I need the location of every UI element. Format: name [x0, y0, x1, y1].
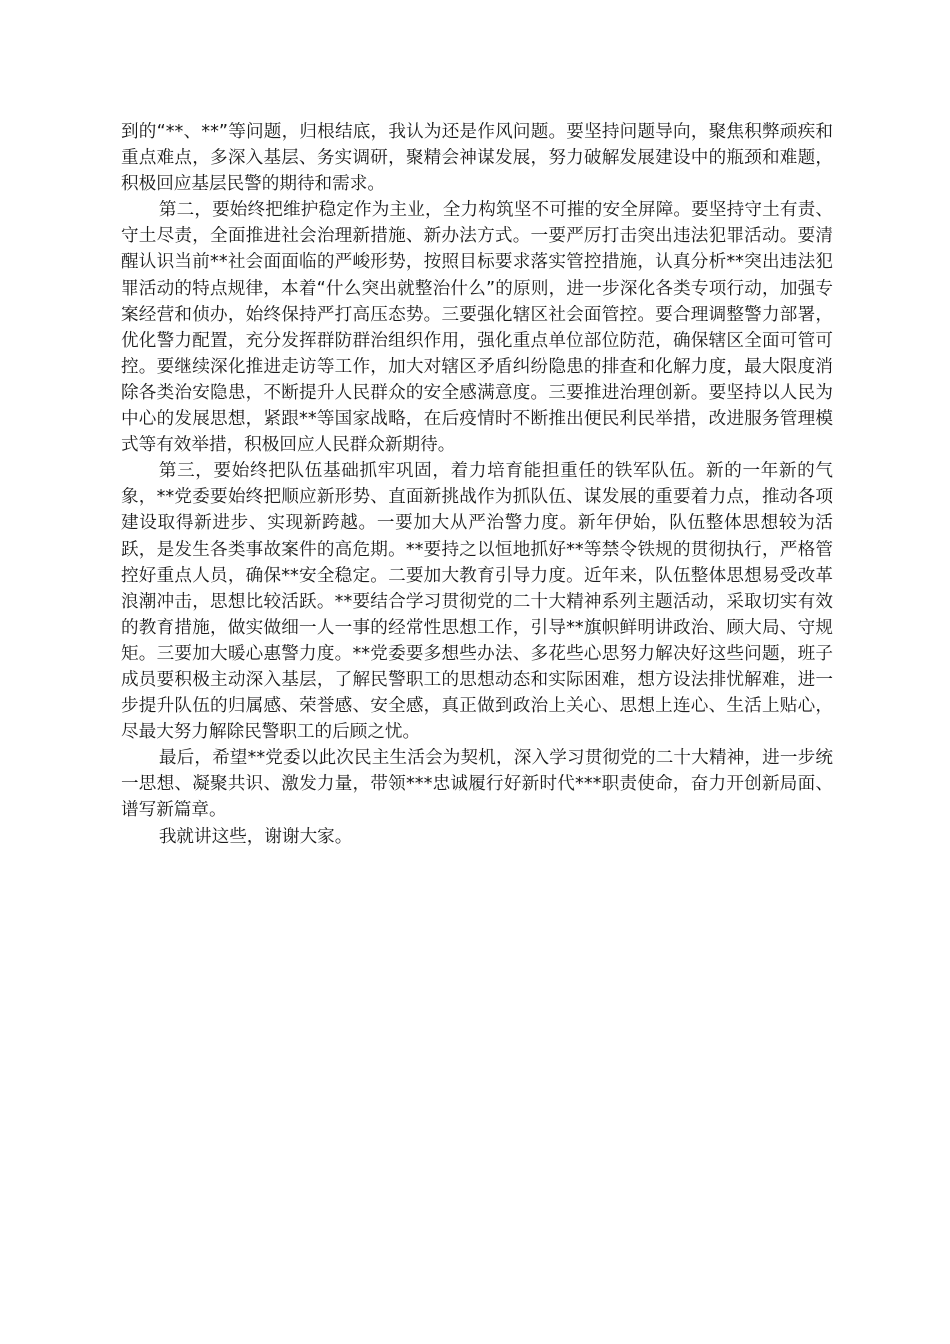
paragraph-second-point: 第二，要始终把维护稳定作为主业，全力构筑坚不可摧的安全屏障。要坚持守土有责、守土尽责，全面推进社会治理新措施、新办法方式。一要严厉打击突出违法犯罪活动。要清醒认识当前**社会面面临的严峻形势，按照目标要求落实管控措施，认真分析**突出违法犯罪活动的特点规律，本着“什么突出就整治什么”的原则，进一步深化各类专项行动，加强专案经营和侦办，始终保持严打高压态势。三要强化辖区社会面管控。要合理调整警力部署，优化警力配置，充分发挥群防群治组织作用，强化重点单位部位防范，确保辖区全面可管可控。要继续深化推进走访等工作，加大对辖区矛盾纠纷隐患的排查和化解力度，最大限度消除各类治安隐患，不断提升人民群众的安全感满意度。三要推进治理创新。要坚持以人民为中心的发展思想，紧跟**等国家战略，在后疫情时不断推出便民利民举措，改进服务管理模式等有效举措，积极回应人民群众新期待。 — [121, 200, 833, 456]
paragraph-continuation: 到的“**、**”等问题，归根结底，我认为还是作风问题。要坚持问题导向，聚焦积弊顽疾和重点难点，多深入基层、务实调研，聚精会神谋发展，努力破解发展建设中的瓶颈和难题，积极回应基层民警的期待和需求。 — [121, 122, 833, 195]
paragraph-thanks: 我就讲这些，谢谢大家。 — [158, 826, 353, 847]
paragraph-third-point: 第三，要始终把队伍基础抓牢巩固，着力培育能担重任的铁军队伍。新的一年新的气象，**党委要始终把顺应新形势、直面新挑战作为抓队伍、谋发展的重要着力点，推动各项建设取得新进步、实现新跨越。一要加大从严治警力度。新年伊始，队伍整体思想较为活跃，是发生各类事故案件的高危期。**要持之以恒地抓好**等禁令铁规的贯彻执行，严格管控好重点人员，确保**安全稳定。二要加大教育引导力度。近年来，队伍整体思想易受改革浪潮冲击，思想比较活跃。**要结合学习贯彻党的二十大精神系列主题活动，采取切实有效的教育措施，做实做细一人一事的经常性思想工作，引导**旗帜鲜明讲政治、顾大局、守规矩。三要加大暖心惠警力度。**党委要多想些办法、多花些心思努力解决好这些问题，班子成员要积极主动深入基层，了解民警职工的思想动态和实际困难，想方设法排忧解难，进一步提升队伍的归属感、荣誉感、安全感，真正做到政治上关心、思想上连心、生活上贴心，尽最大努力解除民警职工的后顾之忧。 — [121, 461, 833, 743]
document-body — [121, 119, 833, 850]
paragraph-closing: 最后，希望**党委以此次民主生活会为契机，深入学习贯彻党的二十大精神，进一步统一思想、凝聚共识、激发力量，带领***忠诚履行好新时代***职责使命，奋力开创新局面、谱写新篇章。 — [121, 748, 833, 821]
